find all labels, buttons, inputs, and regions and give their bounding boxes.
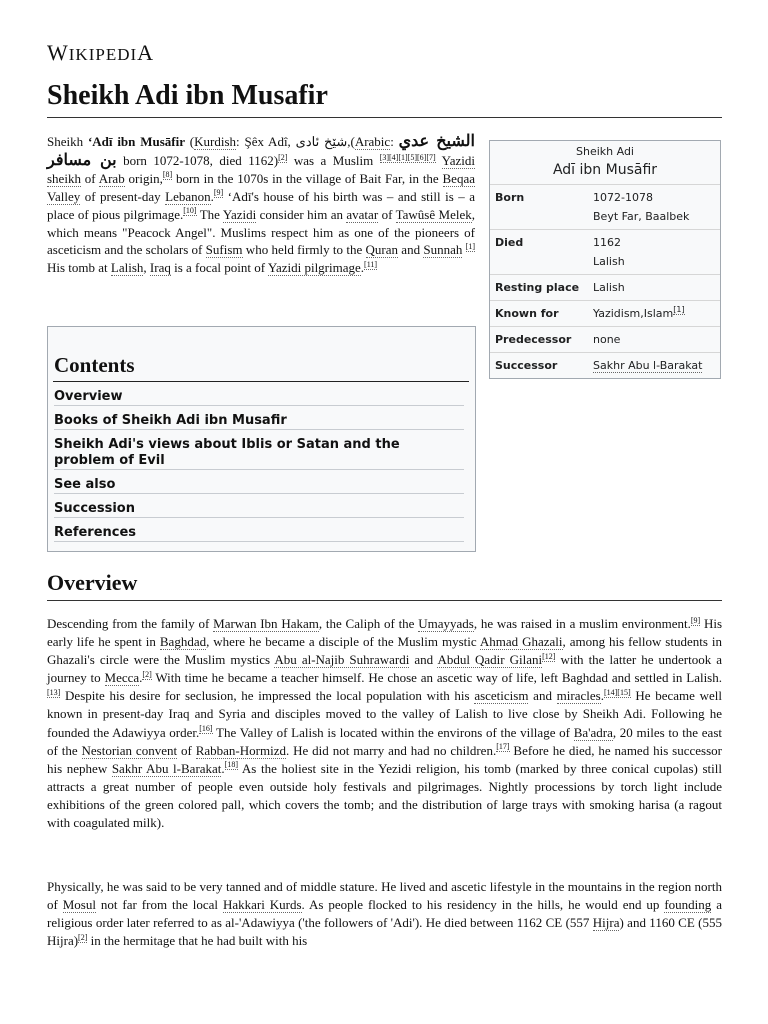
table-of-contents [47, 326, 476, 552]
ref-link[interactable]: [9] [690, 615, 701, 625]
infobox-row-known-for: Known for Yazidism,Islam[1] [490, 300, 720, 326]
page-title: Sheikh Adi ibn Musafir [47, 80, 328, 111]
toc-item-see-also[interactable]: See also [54, 477, 464, 494]
infobox-row-born: Born 1072-1078 Beyt Far, Baalbek [490, 184, 720, 229]
link-mecca[interactable]: Mecca [104, 670, 140, 686]
link-sunnah[interactable]: Sunnah [423, 242, 463, 258]
toc-divider [53, 381, 469, 382]
wikipedia-logo[interactable]: WIKIPEDIA [47, 40, 155, 65]
link-tawuse-melek[interactable]: Tawûsê Melek [395, 206, 472, 222]
link-arabic[interactable]: Arabic [354, 134, 391, 149]
ref-link[interactable]: [9] [213, 188, 224, 198]
overview-paragraph-1: Descending from the family of Marwan Ibn Hakam, the Caliph of the Umayyads, he was raised in a muslim environment.[9] His early life he spent in Baghdad, where he became a disciple of the Muslim mystic Ahmad Ghazali, among his fellow students in Ghazali's circle were the Muslim mystics Abu al-Najib Suhrawardi and Abdul Qadir Gilani[12] with the latter he undertook a journey to Mecca.[2] With time he became a teacher himself. He chose an ascetic way of life, left Baghdad and settled in Lalish.[13] Despite his desire for seclusion, he impressed the local population with his asceticism and miracles.[14][15] He became well known in present-day Iraq and Syria and disciples moved to the valley of Lalish to live close by Sheikh Adi. Following he founded the Adawiyya order.[16] The Valley of Lalish is located within the environs of the village of Ba'adra, 20 miles to the east of the Nestorian convent of Rabban-Hormizd. He did not marry and had no children.[17] Before he died, he named his successor his nephew Sakhr Abu l-Barakat.[18] As the holiest site in the Yezidi religion, his tomb (marked by three conical cupolas) still attracts a great number of people even outside holy festivals and pilgrimages. Nightly processions by torch light include exhibitions of the green colored pall, which covers the tomb; and the distribution of large trays with smoking harisa (a ragout with coagulated milk). [47, 615, 723, 831]
infobox-row-successor: Successor Sakhr Abu l-Barakat [490, 352, 720, 378]
link-sufism[interactable]: Sufism [205, 242, 243, 258]
link-gilani[interactable]: Abdul Qadir Gilani [437, 652, 543, 668]
ref-link[interactable]: [10] [183, 206, 197, 216]
link-iraq[interactable]: Iraq [149, 260, 171, 276]
ref-link[interactable]: [14][15] [603, 688, 631, 698]
section-heading-overview: Overview [47, 570, 138, 595]
link-suhrawardi[interactable]: Abu al-Najib Suhrawardi [274, 652, 410, 668]
arabic-name: الشيخ عدي بن مسافر [47, 131, 475, 169]
ref-link[interactable]: [2] [78, 932, 88, 942]
toc-item-views[interactable]: Sheikh Adi's views about Iblis or Satan and the problem of Evil [54, 437, 464, 470]
ref-link[interactable]: [13] [47, 688, 61, 698]
link-lebanon[interactable]: Lebanon [165, 188, 211, 204]
toc-item-succession[interactable]: Succession [54, 501, 464, 518]
link-arab[interactable]: Arab [98, 170, 125, 186]
link-rabban-hormizd[interactable]: Rabban-Hormizd [195, 742, 286, 758]
ref-link[interactable]: [2] [142, 669, 152, 679]
overview-paragraph-2: Physically, he was said to be very tanned and of middle stature. He lived and ascetic lifestyle in the mountains in the region north of Mosul not far from the local Hakkari Kurds. As people flocked to his residency in the hills, he would end up founding a religious order later referred to as al-'Adawiyya ('the followers of 'Adi'). He died between 1162 CE (557 Hijra) and 1160 CE (555 Hijra)[2] in the hermitage that he had built with his [47, 879, 722, 949]
link-lalish[interactable]: Lalish [110, 260, 144, 276]
title-divider [47, 117, 722, 118]
link-kurdish[interactable]: Kurdish [194, 134, 237, 149]
link-nestorian-convent[interactable]: Nestorian convent [81, 742, 178, 758]
infobox-subtitle: Sheikh Adi [576, 145, 634, 158]
toc-item-books[interactable]: Books of Sheikh Adi ibn Musafir [54, 413, 464, 430]
subject-name: ʻAdī ibn Musāfir [87, 134, 185, 149]
toc-title: Contents [54, 353, 135, 377]
link-baghdad[interactable]: Baghdad [159, 634, 207, 650]
link-hijra[interactable]: Hijra [592, 915, 620, 931]
link-yazidi[interactable]: Yazidi [222, 206, 257, 222]
link-yazidi-pilgrimage[interactable]: Yazidi pilgrimage [267, 260, 361, 276]
infobox [489, 140, 721, 379]
section-divider [47, 600, 722, 601]
ref-link[interactable]: [2] [278, 152, 288, 162]
link-sakhr[interactable]: Sakhr Abu l-Barakat [111, 760, 222, 776]
link-ahmad-ghazali[interactable]: Ahmad Ghazali [479, 634, 563, 650]
infobox-row-resting-place: Resting place Lalish [490, 274, 720, 300]
link-founding[interactable]: founding [664, 897, 712, 913]
link-marwan[interactable]: Marwan Ibn Hakam [213, 616, 319, 631]
ref-link[interactable]: [11] [364, 260, 378, 270]
link-successor[interactable]: Sakhr Abu l-Barakat [593, 359, 703, 372]
infobox-row-predecessor: Predecessor none [490, 326, 720, 352]
link-mosul[interactable]: Mosul [62, 897, 96, 913]
ref-link[interactable]: [1] [465, 242, 475, 252]
ref-link[interactable]: [8] [162, 170, 173, 180]
toc-item-references[interactable]: References [54, 525, 464, 542]
link-asceticism[interactable]: asceticism [474, 688, 529, 704]
link-sheikh[interactable]: sheikh [47, 170, 81, 186]
link-yazidi[interactable]: Yazidi [441, 152, 475, 168]
link-beqaa-valley[interactable]: Beqaa Valley [47, 170, 475, 204]
link-miracles[interactable]: miracles [556, 688, 601, 704]
infobox-name: Adī ibn Musāfir [552, 162, 658, 178]
ref-link[interactable]: [12] [542, 651, 556, 661]
link-hakkari-kurds[interactable]: Hakkari Kurds [222, 897, 302, 913]
infobox-row-died: Died 1162 Lalish [490, 229, 720, 274]
link-quran[interactable]: Quran [365, 242, 399, 258]
ref-link[interactable]: [18] [224, 760, 238, 770]
link-avatar[interactable]: avatar [346, 206, 379, 222]
ref-link[interactable]: [16] [199, 724, 213, 734]
ref-link[interactable]: [17] [496, 742, 510, 752]
ref-link[interactable]: [3][4][1][5][6][7] [379, 152, 436, 162]
toc-item-overview[interactable]: Overview [54, 389, 464, 406]
link-umayyads[interactable]: Umayyads [418, 616, 474, 631]
link-baadra[interactable]: Ba'adra [573, 724, 613, 740]
ref-link[interactable]: [1] [673, 305, 685, 315]
lead-paragraph: Sheikh ʻAdī ibn Musāfir (Kurdish: Şêx Adî, شێخ ئادی,(Arabic: الشيخ عدي بن مسافر born 1072-1078, died 1162)[2] was a Muslim [3][4][1][5][6][7] Yazidi sheikh of Arab origin,[8] born in the 1070s in the village of Bait Far, in the Beqaa Valley of present-day Lebanon.[9] ʻAdī's house of his birth was – and still is – a place of pious pilgrimage.[10] The Yazidi consider him an avatar of Tawûsê Melek, which means "Peacock Angel". Muslims respect him as one of the pioneers of asceticism and the scholars of Sufism who held firmly to the Quran and Sunnah [1] His tomb at Lalish, Iraq is a focal point of Yazidi pilgrimage.[11] [47, 131, 476, 276]
